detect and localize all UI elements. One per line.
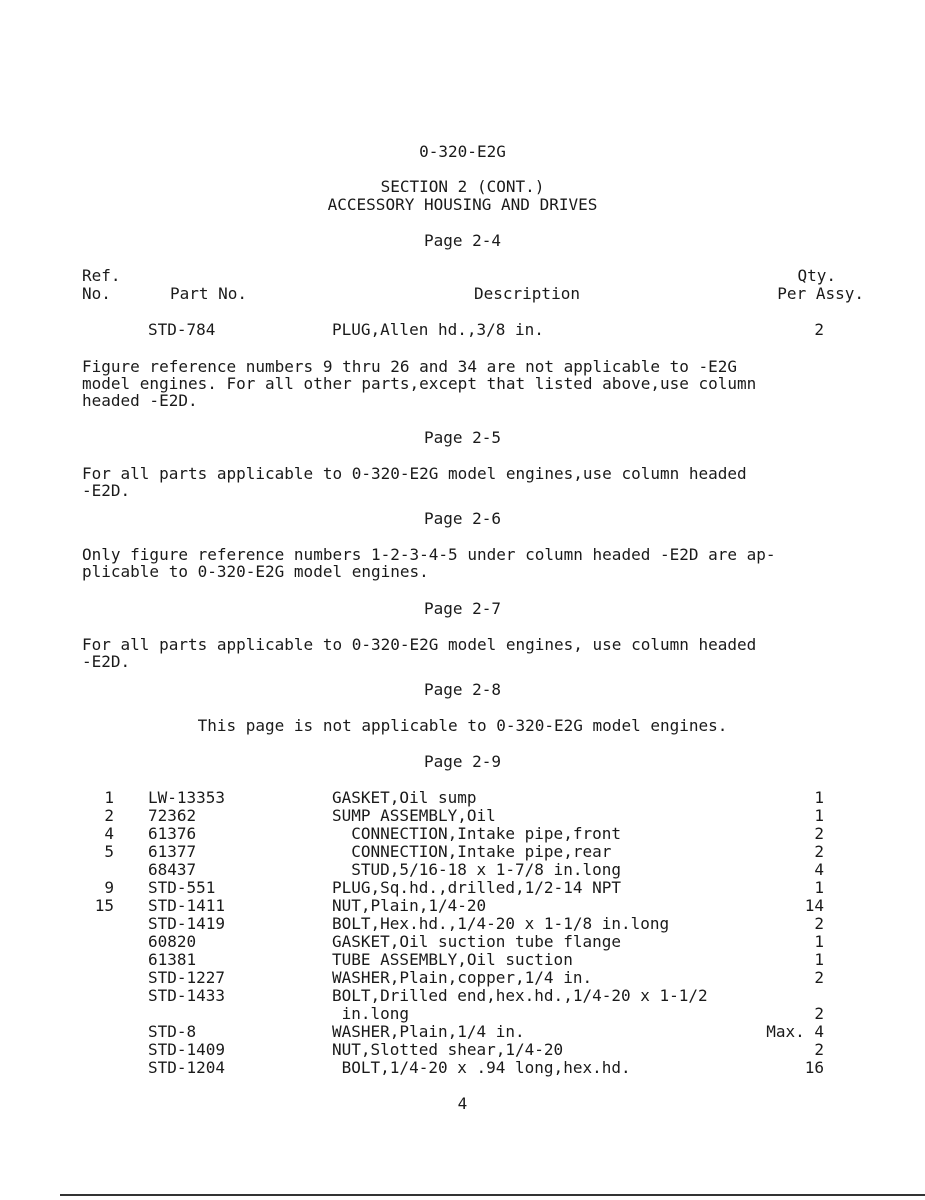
- description: in.long: [332, 1004, 410, 1023]
- part-number: LW-13353: [148, 788, 226, 807]
- quantity: 2: [814, 1040, 824, 1059]
- description: BOLT,Drilled end,hex.hd.,1/4-20 x 1-1/2: [332, 986, 708, 1005]
- description: WASHER,Plain,1/4 in.: [332, 1022, 525, 1041]
- ref-number: 1: [104, 788, 114, 807]
- quantity: 1: [814, 950, 824, 969]
- description: CONNECTION,Intake pipe,front: [332, 824, 621, 843]
- quantity: 2: [814, 968, 824, 987]
- part-number: STD-8: [148, 1022, 197, 1041]
- page-2-5-heading: Page 2-5: [423, 428, 502, 447]
- page-2-8-note: This page is not applicable to 0-320-E2G model engines.: [197, 716, 728, 735]
- page-2-6-note: Only figure reference numbers 1-2-3-4-5 under column headed -E2D are ap- plicable to 0-320-E2G model engines.: [82, 545, 776, 581]
- table-row: [0, 789, 925, 807]
- quantity: Max. 4: [766, 1022, 824, 1041]
- item-quantity: 2: [814, 320, 824, 339]
- part-number: STD-1411: [148, 896, 226, 915]
- part-number: 61377: [148, 842, 197, 861]
- col-header-description: Description: [474, 284, 580, 303]
- quantity: 14: [804, 896, 824, 915]
- parts-table: [0, 789, 925, 1079]
- part-number: 68437: [148, 860, 197, 879]
- table-row: [0, 843, 925, 861]
- page-2-4-heading: Page 2-4: [423, 231, 502, 250]
- table-row: [0, 933, 925, 951]
- quantity: 16: [804, 1058, 824, 1077]
- part-number: STD-1433: [148, 986, 226, 1005]
- table-row: [0, 897, 925, 915]
- page-2-9-heading: Page 2-9: [423, 752, 502, 771]
- quantity: 2: [814, 1004, 824, 1023]
- model-heading: 0-320-E2G: [419, 142, 506, 161]
- description: STUD,5/16-18 x 1-7/8 in.long: [332, 860, 621, 879]
- ref-number: 5: [104, 842, 114, 861]
- description: NUT,Plain,1/4-20: [332, 896, 487, 915]
- description: GASKET,Oil sump: [332, 788, 477, 807]
- description: GASKET,Oil suction tube flange: [332, 932, 621, 951]
- quantity: 1: [814, 878, 824, 897]
- part-number: STD-551: [148, 878, 216, 897]
- table-row: [0, 825, 925, 843]
- table-row: [0, 879, 925, 897]
- description: WASHER,Plain,copper,1/4 in.: [332, 968, 593, 987]
- part-number: STD-1419: [148, 914, 226, 933]
- description: CONNECTION,Intake pipe,rear: [332, 842, 612, 861]
- quantity: 4: [814, 860, 824, 879]
- description: NUT,Slotted shear,1/4-20: [332, 1040, 564, 1059]
- description: BOLT,Hex.hd.,1/4-20 x 1-1/8 in.long: [332, 914, 670, 933]
- item-part-number: STD-784: [148, 320, 216, 339]
- description: TUBE ASSEMBLY,Oil suction: [332, 950, 573, 969]
- description: PLUG,Sq.hd.,drilled,1/2-14 NPT: [332, 878, 621, 897]
- ref-number: 2: [104, 806, 114, 825]
- quantity: 2: [814, 842, 824, 861]
- part-number: 61376: [148, 824, 197, 843]
- table-row: [0, 861, 925, 879]
- table-row: [0, 915, 925, 933]
- table-row: [0, 1041, 925, 1059]
- ref-number: 15: [94, 896, 114, 915]
- quantity: 2: [814, 824, 824, 843]
- item-description: PLUG,Allen hd.,3/8 in.: [332, 320, 544, 339]
- col-header-qty-line2: Per Assy.: [777, 284, 864, 303]
- col-header-part: Part No.: [170, 284, 248, 303]
- bottom-rule: [60, 1194, 925, 1196]
- col-header-ref-line2: No.: [82, 284, 111, 303]
- part-number: 60820: [148, 932, 197, 951]
- part-number: 61381: [148, 950, 197, 969]
- part-number: STD-1204: [148, 1058, 226, 1077]
- description: SUMP ASSEMBLY,Oil: [332, 806, 496, 825]
- description: BOLT,1/4-20 x .94 long,hex.hd.: [332, 1058, 631, 1077]
- table-row: [0, 1005, 925, 1023]
- part-number: STD-1227: [148, 968, 226, 987]
- table-row: [0, 807, 925, 825]
- ref-number: 9: [104, 878, 114, 897]
- table-row: [0, 969, 925, 987]
- table-row: [0, 987, 925, 1005]
- part-number: STD-1409: [148, 1040, 226, 1059]
- section-heading: SECTION 2 (CONT.): [380, 177, 545, 196]
- page-2-5-note: For all parts applicable to 0-320-E2G model engines,use column headed -E2D.: [82, 464, 747, 500]
- page-2-6-heading: Page 2-6: [423, 509, 502, 528]
- quantity: 1: [814, 788, 824, 807]
- page-number: 4: [457, 1094, 468, 1113]
- ref-number: 4: [104, 824, 114, 843]
- col-header-qty-line1: Qty.: [797, 266, 836, 285]
- page-2-4-note: Figure reference numbers 9 thru 26 and 34 are not applicable to -E2G model engines. For all other parts,except that listed above,use column headed -E2D.: [82, 357, 757, 410]
- table-row: [0, 1023, 925, 1041]
- col-header-ref-line1: Ref.: [82, 266, 121, 285]
- table-row: [0, 951, 925, 969]
- quantity: 1: [814, 932, 824, 951]
- part-number: 72362: [148, 806, 197, 825]
- section-title: ACCESSORY HOUSING AND DRIVES: [327, 195, 598, 214]
- page-2-7-note: For all parts applicable to 0-320-E2G model engines, use column headed -E2D.: [82, 635, 757, 671]
- page-2-8-heading: Page 2-8: [423, 680, 502, 699]
- quantity: 2: [814, 914, 824, 933]
- table-row: [0, 1059, 925, 1077]
- page-2-7-heading: Page 2-7: [423, 599, 502, 618]
- quantity: 1: [814, 806, 824, 825]
